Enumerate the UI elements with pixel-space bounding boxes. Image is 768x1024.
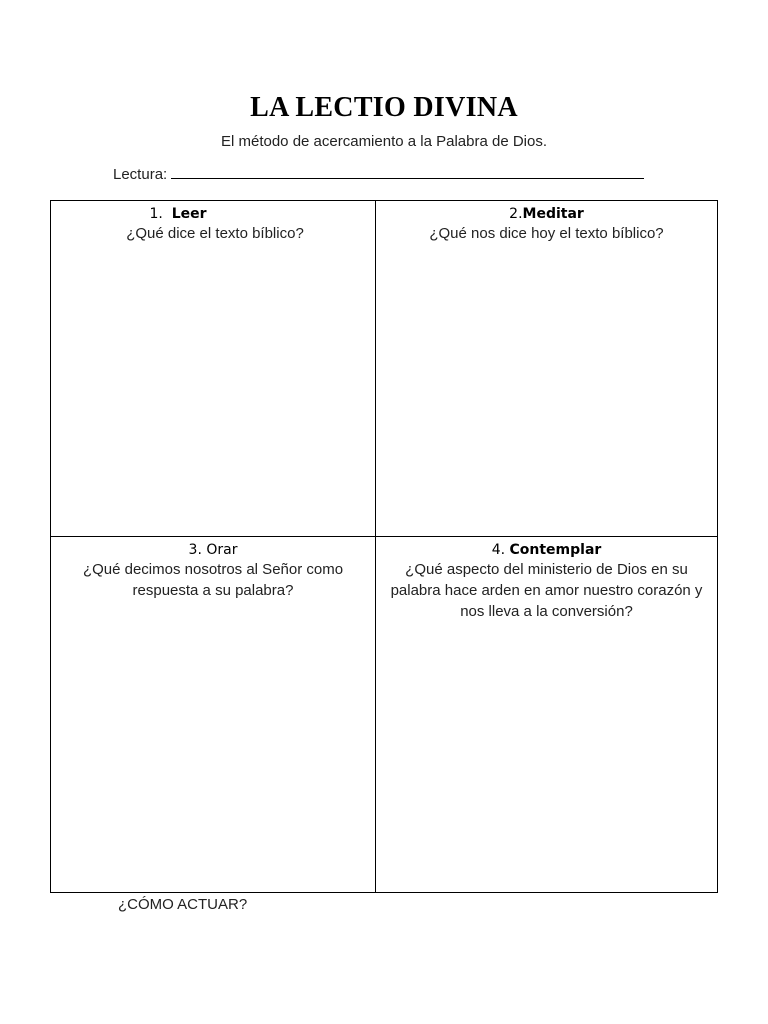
section-heading [376,205,717,223]
section-contemplar[interactable] [376,537,717,892]
section-meditar[interactable] [376,201,717,537]
section-orar[interactable] [51,537,376,892]
section-heading [376,541,717,559]
page-title: LA LECTIO DIVINA [250,92,518,123]
reading-label: Lectura: [113,166,168,183]
section-name: Orar [206,542,238,558]
section-question: ¿Qué dice el texto bíblico? [126,225,304,242]
reading-blank-line[interactable] [171,164,644,179]
section-heading [51,205,375,223]
page-subtitle: El método de acercamiento a la Palabra de Dios. [220,133,547,150]
section-number: 4. [491,542,506,558]
lectio-grid [50,200,718,893]
section-question: ¿Qué aspecto del ministerio de Dios en su palabra hace arden en amor nuestro corazón y nos lleva a la conversión? [390,561,703,620]
section-number: 3. [188,542,202,558]
section-name: Meditar [522,206,584,222]
section-name: Leer [171,206,207,222]
section-question: ¿Qué nos dice hoy el texto bíblico? [429,225,664,242]
section-number: 2. [509,206,523,222]
section-number: 1. [149,206,163,222]
section-leer[interactable] [51,201,376,537]
section-name: Contemplar [509,542,602,558]
section-question: ¿Qué decimos nosotros al Señor como respuesta a su palabra? [82,561,344,599]
section-heading [51,541,375,559]
como-actuar-label: ¿CÓMO ACTUAR? [118,896,248,913]
reading-field[interactable] [113,164,644,183]
